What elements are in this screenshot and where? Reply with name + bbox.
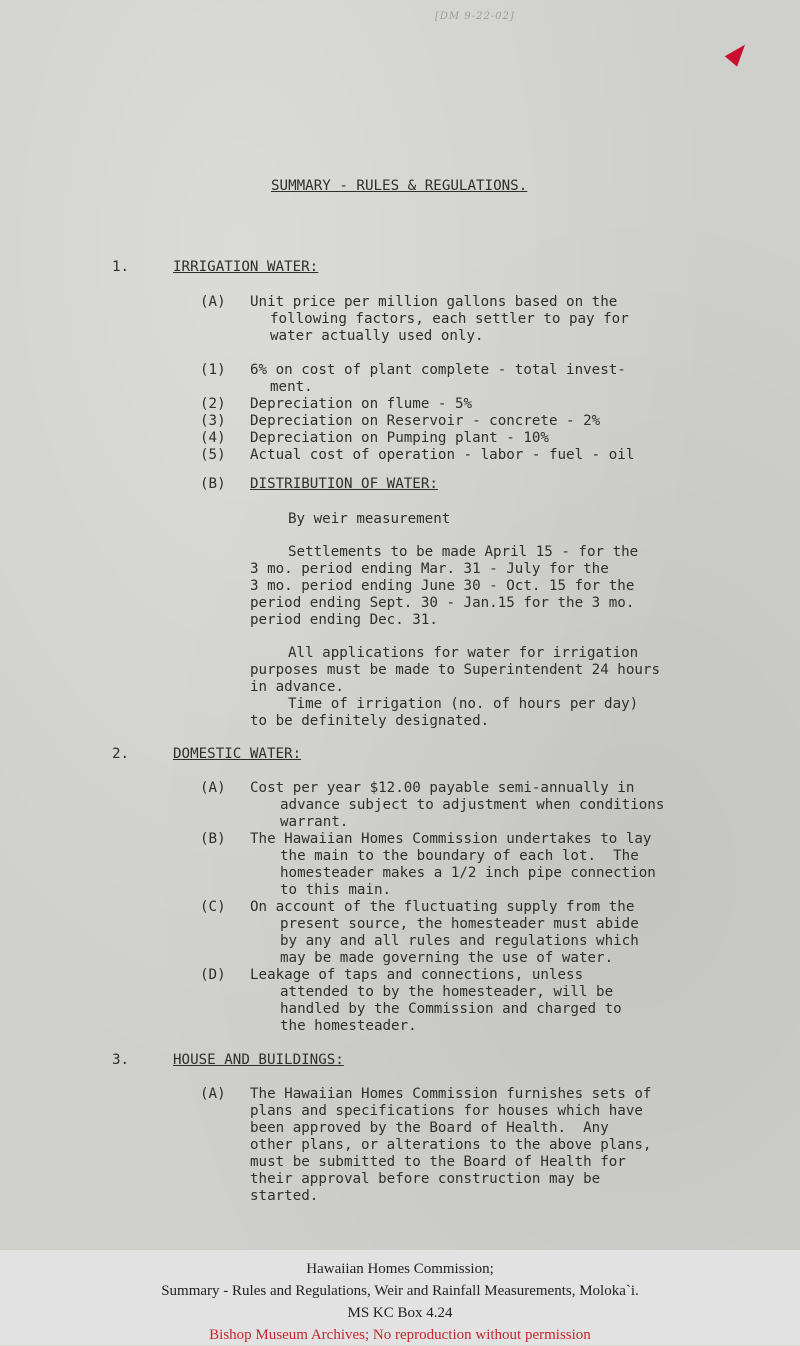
section-2-heading: DOMESTIC WATER: (173, 746, 302, 762)
factor-1-text: ment. (270, 379, 313, 395)
domestic-a-label: (A) (200, 780, 226, 796)
section-1-a-label: (A) (200, 294, 226, 310)
factor-2-label: (2) (200, 396, 226, 412)
section-1-b-heading: DISTRIBUTION OF WATER: (250, 476, 438, 492)
domestic-b-line: the main to the boundary of each lot. The (280, 848, 639, 864)
domestic-b-line: The Hawaiian Homes Commission undertakes to lay (250, 831, 652, 847)
house-a-label: (A) (200, 1086, 226, 1102)
domestic-c-line: may be made governing the use of water. (280, 950, 614, 966)
footer-collection: Hawaiian Homes Commission; (306, 1261, 494, 1277)
domestic-c-line: by any and all rules and regulations which (280, 933, 639, 949)
domestic-c-line: present source, the homesteader must abide (280, 916, 639, 932)
settlements-line: 3 mo. period ending June 30 - Oct. 15 for the (250, 578, 635, 594)
factor-4-text: Depreciation on Pumping plant - 10% (250, 430, 549, 446)
factor-3-text: Depreciation on Reservoir - concrete - 2% (250, 413, 601, 429)
domestic-c-line: On account of the fluctuating supply from the (250, 899, 635, 915)
applications-line: in advance. (250, 679, 344, 695)
footer-copyright-notice: Bishop Museum Archives; No reproduction without permission (209, 1327, 591, 1343)
factor-2-text: Depreciation on flume - 5% (250, 396, 473, 412)
domestic-b-label: (B) (200, 831, 226, 847)
domestic-d-line: attended to by the homesteader, will be (280, 984, 614, 1000)
applications-line: All applications for water for irrigation (288, 645, 639, 661)
section-1-b-label: (B) (200, 476, 226, 492)
house-a-line: The Hawaiian Homes Commission furnishes sets of (250, 1086, 652, 1102)
pencil-annotation: [DM 9-22-02] (435, 11, 515, 22)
domestic-b-line: homesteader makes a 1/2 inch pipe connection (280, 865, 656, 881)
document-title: SUMMARY - RULES & REGULATIONS. (271, 178, 528, 194)
section-1-a-line: following factors, each settler to pay for (270, 311, 629, 327)
section-1-number: 1. (112, 259, 130, 275)
irrigation-time-line: Time of irrigation (no. of hours per day) (288, 696, 639, 712)
domestic-a-line: Cost per year $12.00 payable semi-annually in (250, 780, 635, 796)
archive-citation-footer (0, 1250, 800, 1345)
settlements-line: Settlements to be made April 15 - for the (288, 544, 639, 560)
domestic-b-line: to this main. (280, 882, 392, 898)
section-3-heading: HOUSE AND BUILDINGS: (173, 1052, 344, 1068)
section-3-number: 3. (112, 1052, 130, 1068)
house-a-line: plans and specifications for houses which have (250, 1103, 643, 1119)
section-1-a-line: water actually used only. (270, 328, 484, 344)
house-a-line: been approved by the Board of Health. Any (250, 1120, 609, 1136)
footer-description: Summary - Rules and Regulations, Weir and Rainfall Measurements, Moloka`i. (161, 1283, 639, 1299)
settlements-line: period ending Sept. 30 - Jan.15 for the 3 mo. (250, 595, 635, 611)
factor-5-label: (5) (200, 447, 226, 463)
house-a-line: started. (250, 1188, 319, 1204)
weir-measurement-text: By weir measurement (288, 511, 451, 527)
settlements-line: period ending Dec. 31. (250, 612, 438, 628)
factor-3-label: (3) (200, 413, 226, 429)
factor-5-text: Actual cost of operation - labor - fuel - oil (250, 447, 635, 463)
domestic-a-line: warrant. (280, 814, 349, 830)
domestic-a-line: advance subject to adjustment when conditions (280, 797, 665, 813)
corner-tab-mark (725, 39, 751, 66)
factor-1-label: (1) (200, 362, 226, 378)
irrigation-time-line: to be definitely designated. (250, 713, 490, 729)
section-1-heading: IRRIGATION WATER: (173, 259, 319, 275)
house-a-line: other plans, or alterations to the above plans, (250, 1137, 652, 1153)
domestic-c-label: (C) (200, 899, 226, 915)
section-2-number: 2. (112, 746, 130, 762)
settlements-line: 3 mo. period ending Mar. 31 - July for the (250, 561, 609, 577)
domestic-d-line: the homesteader. (280, 1018, 417, 1034)
section-1-a-line: Unit price per million gallons based on the (250, 294, 618, 310)
domestic-d-line: handled by the Commission and charged to (280, 1001, 622, 1017)
factor-1-text: 6% on cost of plant complete - total invest- (250, 362, 626, 378)
applications-line: purposes must be made to Superintendent 24 hours (250, 662, 660, 678)
domestic-d-line: Leakage of taps and connections, unless (250, 967, 584, 983)
house-a-line: their approval before construction may be (250, 1171, 601, 1187)
house-a-line: must be submitted to the Board of Health for (250, 1154, 626, 1170)
footer-box-reference: MS KC Box 4.24 (347, 1305, 453, 1321)
factor-4-label: (4) (200, 430, 226, 446)
domestic-d-label: (D) (200, 967, 226, 983)
